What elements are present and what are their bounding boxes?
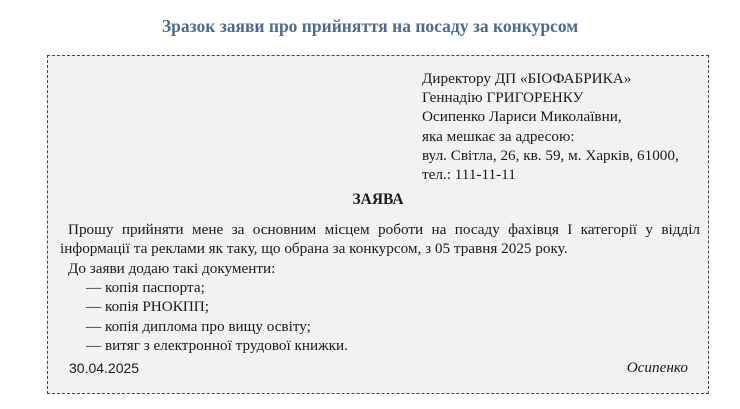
- addressee-block: [422, 69, 679, 184]
- addressee-line: Геннадію ГРИГОРЕНКУ: [422, 89, 584, 107]
- page-title: Зразок заяви про прийняття на посаду за конкурсом: [161, 16, 579, 36]
- document-heading: ЗАЯВА: [352, 191, 404, 208]
- attachments-intro: До заяви додаю такі документи:: [68, 260, 276, 277]
- list-item: — копія паспорта;: [86, 279, 205, 296]
- addressee-line: Осипенко Лариси Миколаївни,: [422, 108, 622, 126]
- addressee-line: яка мешкає за адресою:: [422, 127, 575, 145]
- document-date: 30.04.2025: [69, 360, 140, 376]
- signature: Осипенко: [626, 359, 688, 376]
- request-paragraph: Прошу прийняти мене за основним місцем роботи на посаду фахівця І категорії у відділ інформації та реклами як таку, що обрана за конкурсом, з 05 травня 2025 року.: [60, 221, 700, 258]
- list-item: — копія РНОКПП;: [86, 298, 209, 316]
- addressee-line: Директору ДП «БІОФАБРИКА»: [422, 70, 632, 87]
- addressee-line: вул. Світла, 26, кв. 59, м. Харків, 61000,: [422, 146, 679, 164]
- list-item: — копія диплома про вищу освіту;: [86, 317, 311, 335]
- list-item: — витяг з електронної трудової книжки.: [86, 337, 348, 355]
- document-sample-box: [47, 55, 709, 394]
- addressee-line: тел.: 111-11-11: [422, 166, 516, 184]
- attachments-list: [86, 278, 348, 356]
